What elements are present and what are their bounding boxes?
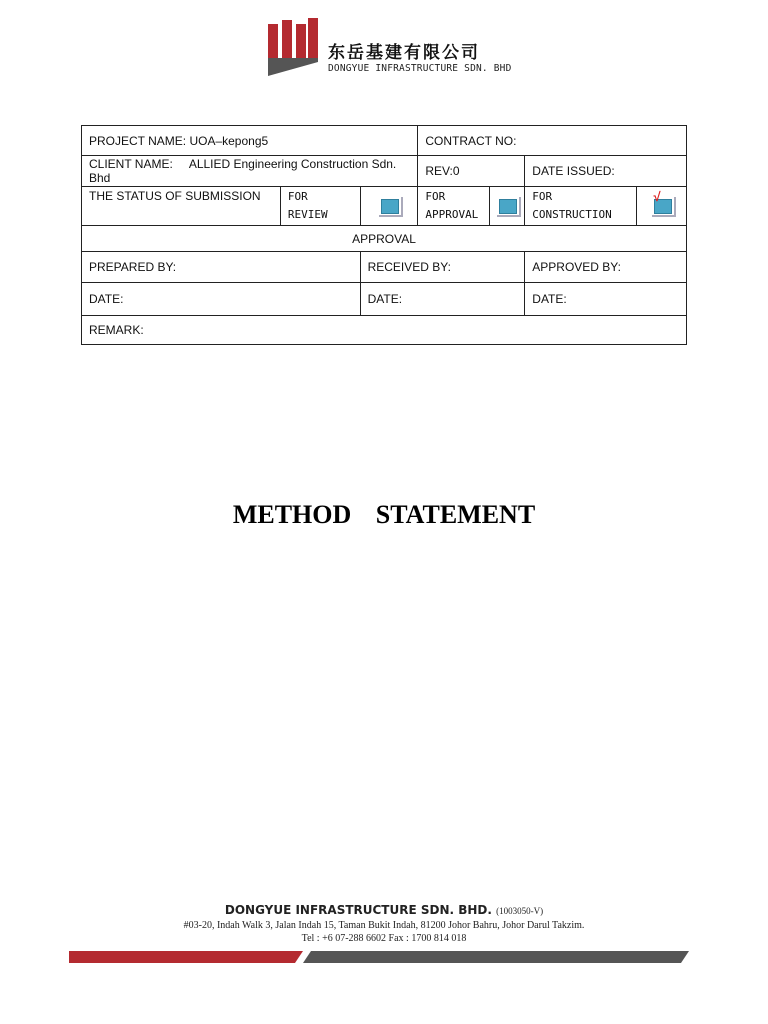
approved-by: APPROVED BY: <box>525 252 687 283</box>
client-value: ALLIED Engineering Construction Sdn. Bhd <box>89 157 397 185</box>
construction-checkbox-cell <box>637 187 687 226</box>
approval-heading: APPROVAL <box>82 226 687 252</box>
revision: REV:0 <box>418 156 525 187</box>
client-label: CLIENT NAME: <box>89 157 173 171</box>
document-title: METHOD STATEMENT <box>232 500 536 529</box>
review-checkbox[interactable] <box>379 197 399 213</box>
received-by: RECEIVED BY: <box>360 252 525 283</box>
approved-date: DATE: <box>525 283 687 316</box>
project-name: PROJECT NAME: UOA–kepong5 <box>82 126 418 156</box>
option-approval-line1: FOR <box>425 190 446 203</box>
option-construction-line2: CONSTRUCTION <box>532 208 612 221</box>
option-review-line1: FOR <box>287 190 308 203</box>
prepared-date: DATE: <box>82 283 361 316</box>
client-name <box>82 156 418 187</box>
contract-no: CONTRACT NO: <box>418 126 687 156</box>
option-approval-line2: APPROVAL <box>425 208 479 221</box>
footer-reg-no: (1003050-V) <box>496 906 544 916</box>
footer-address: #03-20, Indah Walk 3, Jalan Indah 15, Taman Bukit Indah, 81200 Johor Bahru, Johor Darul Takzim. <box>183 920 585 931</box>
option-construction <box>525 187 637 226</box>
date-issued: DATE ISSUED: <box>525 156 687 187</box>
prepared-by: PREPARED BY: <box>82 252 361 283</box>
footer-bar <box>69 949 689 965</box>
company-name-cn: 东岳基建有限公司 <box>328 43 480 63</box>
option-approval <box>418 187 490 226</box>
submission-form <box>81 125 687 345</box>
status-label: THE STATUS OF SUBMISSION <box>82 187 281 226</box>
option-construction-line1: FOR <box>532 190 553 203</box>
review-checkbox-cell <box>360 187 418 226</box>
footer-company-name: DONGYUE INFRASTRUCTURE SDN. BHD. <box>224 903 492 917</box>
logo-mark-icon <box>268 18 318 76</box>
footer-company <box>0 903 768 917</box>
approval-checkbox[interactable] <box>497 197 517 213</box>
construction-checkbox[interactable] <box>652 188 672 213</box>
received-date: DATE: <box>360 283 525 316</box>
remark: REMARK: <box>82 316 687 345</box>
option-review-line2: REVIEW <box>287 208 328 221</box>
company-name-en: DONGYUE INFRASTRUCTURE SDN. BHD <box>328 63 512 74</box>
check-mark-icon: √ <box>653 188 661 204</box>
company-logo <box>268 18 518 78</box>
footer-contact: Tel : +6 07-288 6602 Fax : 1700 814 018 <box>301 933 467 944</box>
option-review <box>280 187 360 226</box>
approval-checkbox-cell <box>490 187 525 226</box>
